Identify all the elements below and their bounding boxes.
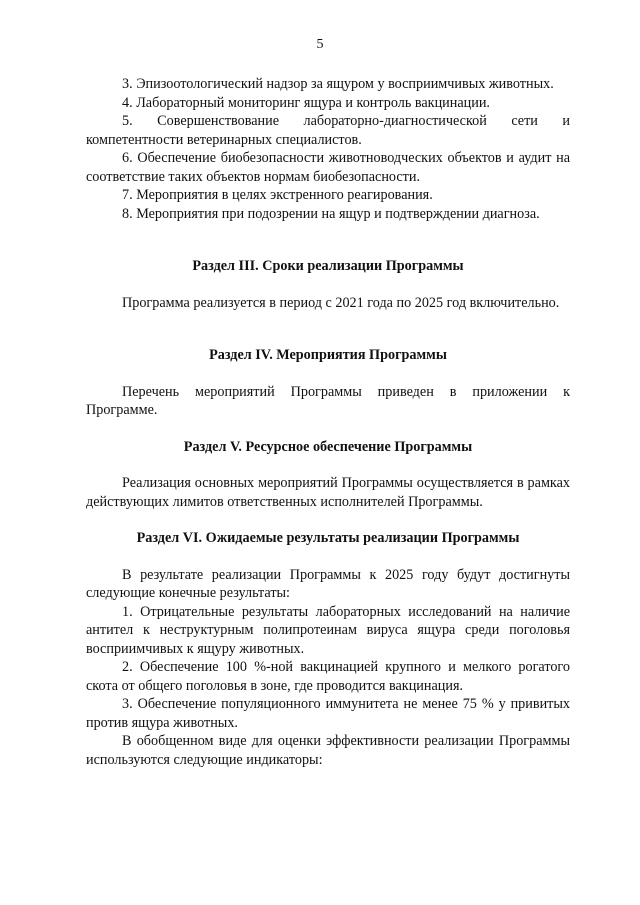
page-number: 5 [316, 37, 324, 52]
list-item: 5. Совершенствование лабораторно-диагностической сети и компетентности ветеринарных специалистов. [86, 113, 570, 148]
list-item: 2. Обеспечение 100 %-ной вакцинацией крупного и мелкого рогатого скота от общего поголовья в зоне, где проводится вакцинация. [86, 659, 570, 694]
list-item: 3. Обеспечение популяционного иммунитета не менее 75 % у привитых против ящура животных. [86, 696, 570, 731]
measures-list [86, 75, 570, 223]
list-item: 1. Отрицательные результаты лабораторных исследований на наличие антител к неструктурным полипротеинам вируса ящура среди поголовья восприимчивых к ящуру животных. [86, 603, 570, 657]
section-heading: Раздел V. Ресурсное обеспечение Программы [183, 438, 473, 455]
section-paragraph: В результате реализации Программы к 2025 году будут достигнуты следующие конечные результаты: [86, 566, 570, 601]
document-body [86, 75, 570, 769]
section-paragraph: Перечень мероприятий Программы приведен в приложении к Программе. [86, 383, 570, 418]
section-paragraph: В обобщенном виде для оценки эффективности реализации Программы используются следующие индикаторы: [86, 733, 570, 768]
list-item: 4. Лабораторный мониторинг ящура и контроль вакцинации. [122, 94, 490, 111]
list-item: 6. Обеспечение биобезопасности животноводческих объектов и аудит на соответствие таких объектов нормам биобезопасности. [86, 150, 570, 185]
list-item: 7. Мероприятия в целях экстренного реагирования. [122, 187, 433, 203]
section-heading: Раздел III. Сроки реализации Программы [192, 258, 464, 274]
list-item: 8. Мероприятия при подозрении на ящур и подтверждении диагноза. [122, 205, 540, 222]
section-paragraph: Программа реализуется в период с 2021 года по 2025 год включительно. [122, 294, 560, 311]
section-heading: Раздел IV. Мероприятия Программы [209, 347, 447, 363]
section-paragraph: Реализация основных мероприятий Программы осуществляется в рамках действующих лимитов ответственных исполнителей Программы. [86, 475, 570, 510]
section-heading: Раздел VI. Ожидаемые результаты реализации Программы [136, 530, 520, 546]
list-item: 3. Эпизоотологический надзор за ящуром у восприимчивых животных. [122, 76, 554, 92]
